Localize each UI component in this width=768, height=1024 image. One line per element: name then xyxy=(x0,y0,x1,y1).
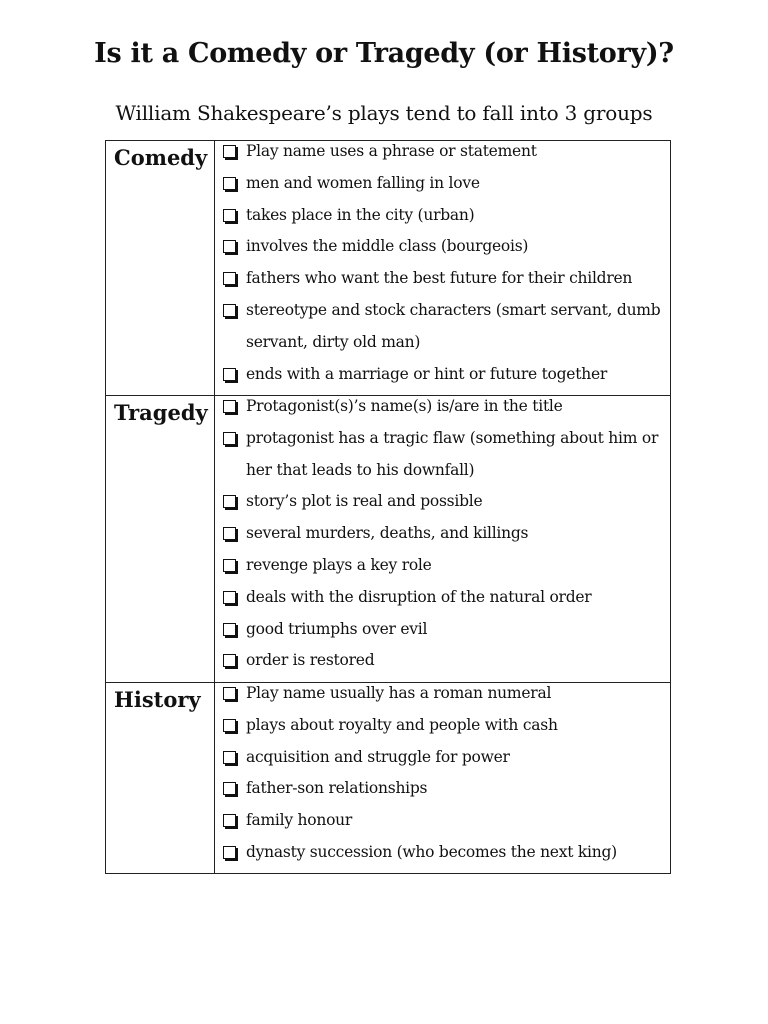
checklist-item-text: acquisition and struggle for power xyxy=(246,747,510,766)
checklist-item-text: several murders, deaths, and killings xyxy=(246,524,529,543)
checklist-item xyxy=(221,582,666,614)
checkbox-icon xyxy=(223,782,236,795)
checklist-item xyxy=(221,295,666,359)
checklist-item xyxy=(221,773,666,805)
checkbox-icon xyxy=(223,145,236,158)
category-label-cell xyxy=(106,683,215,874)
checklist-item-text: father-son relationships xyxy=(246,779,428,798)
category-items-cell xyxy=(215,141,671,396)
checklist-item-text: Play name uses a phrase or statement xyxy=(246,142,537,160)
checklist-item xyxy=(221,263,666,295)
checklist-item xyxy=(221,231,666,263)
checklist-item xyxy=(221,550,666,582)
checklist-item-text: protagonist has a tragic flaw (something about him or her that leads to his downfall) xyxy=(246,428,659,479)
checklist-item-text: takes place in the city (urban) xyxy=(246,205,475,224)
category-label-cell xyxy=(106,141,215,396)
checklist-item-text: Play name usually has a roman numeral xyxy=(246,684,552,702)
checklist-history xyxy=(215,678,670,873)
checklist-item xyxy=(221,742,666,774)
checklist-item-text: revenge plays a key role xyxy=(246,555,432,574)
checkbox-icon xyxy=(223,527,236,540)
checklist-item-text: order is restored xyxy=(246,651,375,670)
checkbox-icon xyxy=(223,240,236,253)
category-row-tragedy xyxy=(106,396,671,683)
category-items-cell xyxy=(215,683,671,874)
category-label-tragedy: Tragedy xyxy=(114,400,208,425)
checklist-item-text: fathers who want the best future for their children xyxy=(246,269,633,288)
checkbox-icon xyxy=(223,177,236,190)
checklist-item xyxy=(221,168,666,200)
table-body xyxy=(106,141,671,874)
category-label-history: History xyxy=(114,687,201,712)
checklist-item-text: men and women falling in love xyxy=(246,173,480,192)
checkbox-icon xyxy=(223,400,236,413)
checklist-item-text: stereotype and stock characters (smart servant, dumb servant, dirty old man) xyxy=(246,300,661,351)
checklist-item xyxy=(221,710,666,742)
checklist-item-text: story’s plot is real and possible xyxy=(246,492,483,511)
checkbox-icon xyxy=(223,368,236,381)
category-row-comedy xyxy=(106,141,671,396)
page-title: Is it a Comedy or Tragedy (or History)? xyxy=(94,38,674,69)
checklist-item-text: ends with a marriage or hint or future together xyxy=(246,364,608,383)
checklist-comedy xyxy=(215,136,670,394)
checklist-item xyxy=(221,486,666,518)
checklist-item xyxy=(221,805,666,837)
checklist-item xyxy=(221,136,666,168)
checklist-item-text: family honour xyxy=(246,811,353,830)
checkbox-icon xyxy=(223,272,236,285)
checkbox-icon xyxy=(223,751,236,764)
checklist-item-text: dynasty succession (who becomes the next king) xyxy=(246,842,617,861)
checklist-item xyxy=(221,645,666,677)
checklist-item xyxy=(221,614,666,646)
checkbox-icon xyxy=(223,719,236,732)
checklist-item-text: good triumphs over evil xyxy=(246,619,428,638)
checklist-item xyxy=(221,518,666,550)
checkbox-icon xyxy=(223,209,236,222)
category-label-comedy: Comedy xyxy=(114,145,208,170)
checklist-item xyxy=(221,423,666,487)
category-label-cell xyxy=(106,396,215,683)
checklist-item xyxy=(221,359,666,391)
checklist-item-text: plays about royalty and people with cash xyxy=(246,715,558,734)
page-subtitle: William Shakespeare’s plays tend to fall into 3 groups xyxy=(115,101,653,125)
checkbox-icon xyxy=(223,559,236,572)
checklist-item-text: Protagonist(s)’s name(s) is/are in the title xyxy=(246,397,563,415)
checklist-item-text: involves the middle class (bourgeois) xyxy=(246,237,529,256)
checklist-item xyxy=(221,200,666,232)
checkbox-icon xyxy=(223,432,236,445)
checklist-item xyxy=(221,837,666,869)
category-row-history xyxy=(106,683,671,874)
checklist-item xyxy=(221,391,666,423)
checkbox-icon xyxy=(223,687,236,700)
checkbox-icon xyxy=(223,846,236,859)
checkbox-icon xyxy=(223,654,236,667)
checkbox-icon xyxy=(223,623,236,636)
checklist-tragedy xyxy=(215,391,670,681)
checkbox-icon xyxy=(223,591,236,604)
checklist-item xyxy=(221,678,666,710)
category-items-cell xyxy=(215,396,671,683)
checkbox-icon xyxy=(223,495,236,508)
checkbox-icon xyxy=(223,814,236,827)
checklist-item-text: deals with the disruption of the natural order xyxy=(246,587,592,606)
play-groups-table xyxy=(105,140,671,874)
checkbox-icon xyxy=(223,304,236,317)
